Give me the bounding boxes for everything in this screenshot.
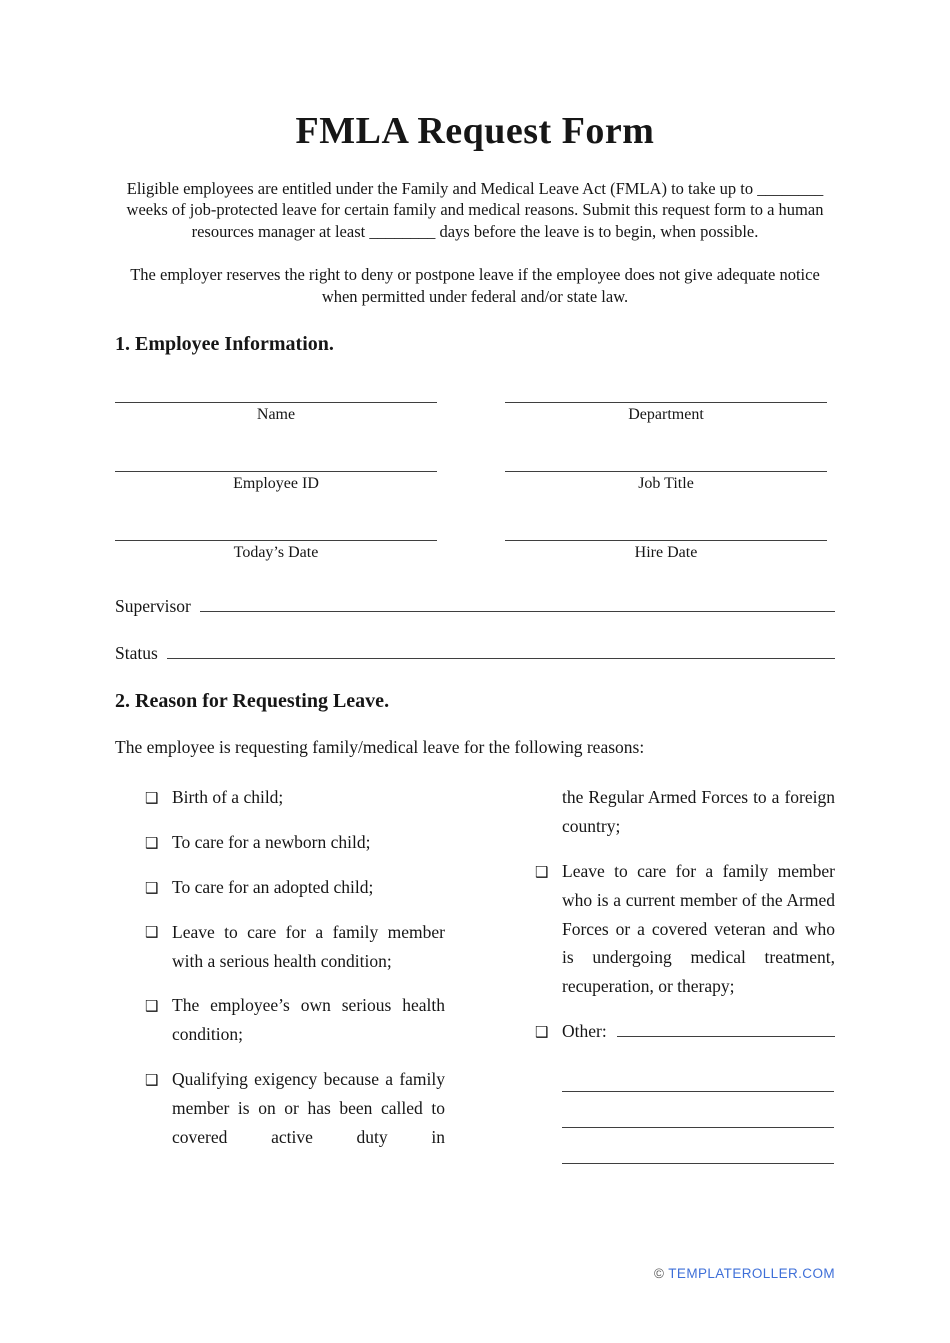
- other-label: Other:: [562, 1021, 607, 1042]
- other-write-line[interactable]: [562, 1092, 834, 1128]
- checkbox-icon[interactable]: ❑: [145, 878, 159, 897]
- form-title: FMLA Request Form: [295, 110, 655, 152]
- employee-fields-grid: [115, 356, 835, 563]
- reason-item-label: To care for an adopted child;: [172, 877, 374, 898]
- reason-item-adopted-child: [145, 873, 445, 902]
- department-label: Department: [628, 406, 704, 424]
- employee-id-label: Employee ID: [233, 475, 319, 493]
- section-heading-employee-information: 1. Employee Information.: [115, 333, 334, 356]
- name-input-line[interactable]: [115, 356, 437, 403]
- status-input-line[interactable]: [167, 639, 835, 659]
- reason-item-family-member-health: [145, 918, 445, 976]
- name-label: Name: [256, 406, 296, 424]
- other-write-line[interactable]: [562, 1128, 834, 1164]
- other-input-line[interactable]: [617, 1019, 835, 1037]
- status-label: Status: [115, 643, 158, 664]
- field-supervisor: [115, 592, 835, 617]
- reason-item-armed-forces-member: [535, 857, 835, 1001]
- reason-item-newborn-child: [145, 828, 445, 857]
- templateroller-link[interactable]: TEMPLATEROLLER.COM: [668, 1266, 835, 1281]
- field-name: [115, 356, 437, 425]
- reason-intro-text: The employee is requesting family/medical leave for the following reasons:: [115, 737, 645, 758]
- checklist-left-column: [145, 783, 445, 1167]
- intro-paragraph-2: The employer reserves the right to deny or postpone leave if the employee does not give adequate notice when permitted under federal and/or state law.: [130, 265, 820, 306]
- checkbox-icon[interactable]: ❑: [145, 833, 159, 852]
- checkbox-icon[interactable]: ❑: [535, 1022, 549, 1041]
- field-department: [505, 356, 827, 425]
- checkbox-icon[interactable]: ❑: [535, 862, 549, 881]
- footer: [654, 1266, 835, 1281]
- hire-date-label: Hire Date: [634, 544, 698, 562]
- field-job-title: [505, 425, 827, 494]
- reason-item-label: Leave to care for a family member who is a current member of the Armed Forces or a covered veteran and who is undergoing medical treatment, recuperation, or therapy;: [562, 861, 835, 997]
- supervisor-input-line[interactable]: [200, 592, 835, 612]
- checklist-right-column: [535, 783, 835, 1167]
- employee-id-input-line[interactable]: [115, 425, 437, 472]
- reason-item-label: Leave to care for a family member with a serious health condition;: [172, 921, 445, 971]
- checkbox-icon[interactable]: ❑: [145, 996, 159, 1015]
- supervisor-label: Supervisor: [115, 596, 191, 617]
- field-todays-date: [115, 494, 437, 563]
- department-input-line[interactable]: [505, 356, 827, 403]
- reason-item-birth-of-child: [145, 783, 445, 812]
- copyright-icon: ©: [653, 1266, 665, 1281]
- intro-paragraph-1: Eligible employees are entitled under the Family and Medical Leave Act (FMLA) to take up to ________ weeks of job-protected leave for certain family and medical reasons. Submit this request form to a human resources manager at least ________ days before the leave is to begin, when possible.: [126, 178, 824, 241]
- reason-item-qualifying-exigency-continuation: the Regular Armed Forces to a foreign country;: [562, 787, 835, 837]
- field-status: [115, 639, 835, 664]
- field-hire-date: [505, 494, 827, 563]
- section-heading-reason-for-leave: 2. Reason for Requesting Leave.: [115, 690, 390, 713]
- reason-item-label: The employee’s own serious health condition;: [172, 995, 445, 1045]
- checkbox-icon[interactable]: ❑: [145, 788, 159, 807]
- checkbox-icon[interactable]: ❑: [145, 923, 159, 942]
- job-title-label: Job Title: [638, 475, 694, 493]
- reason-item-other: [535, 1017, 835, 1046]
- reason-item-label: To care for a newborn child;: [172, 832, 371, 853]
- reason-item-label: Birth of a child;: [172, 787, 284, 808]
- job-title-input-line[interactable]: [505, 425, 827, 472]
- field-employee-id: [115, 425, 437, 494]
- reason-item-own-health: [145, 991, 445, 1049]
- reason-item-label: Qualifying exigency because a family member is on or has been called to covered active duty in: [172, 1069, 445, 1147]
- hire-date-input-line[interactable]: [505, 494, 827, 541]
- reason-checklist: [115, 783, 835, 1167]
- other-write-line[interactable]: [562, 1062, 834, 1092]
- todays-date-label: Today’s Date: [233, 544, 319, 562]
- checkbox-icon[interactable]: ❑: [145, 1070, 159, 1089]
- todays-date-input-line[interactable]: [115, 494, 437, 541]
- reason-item-qualifying-exigency: [145, 1065, 445, 1151]
